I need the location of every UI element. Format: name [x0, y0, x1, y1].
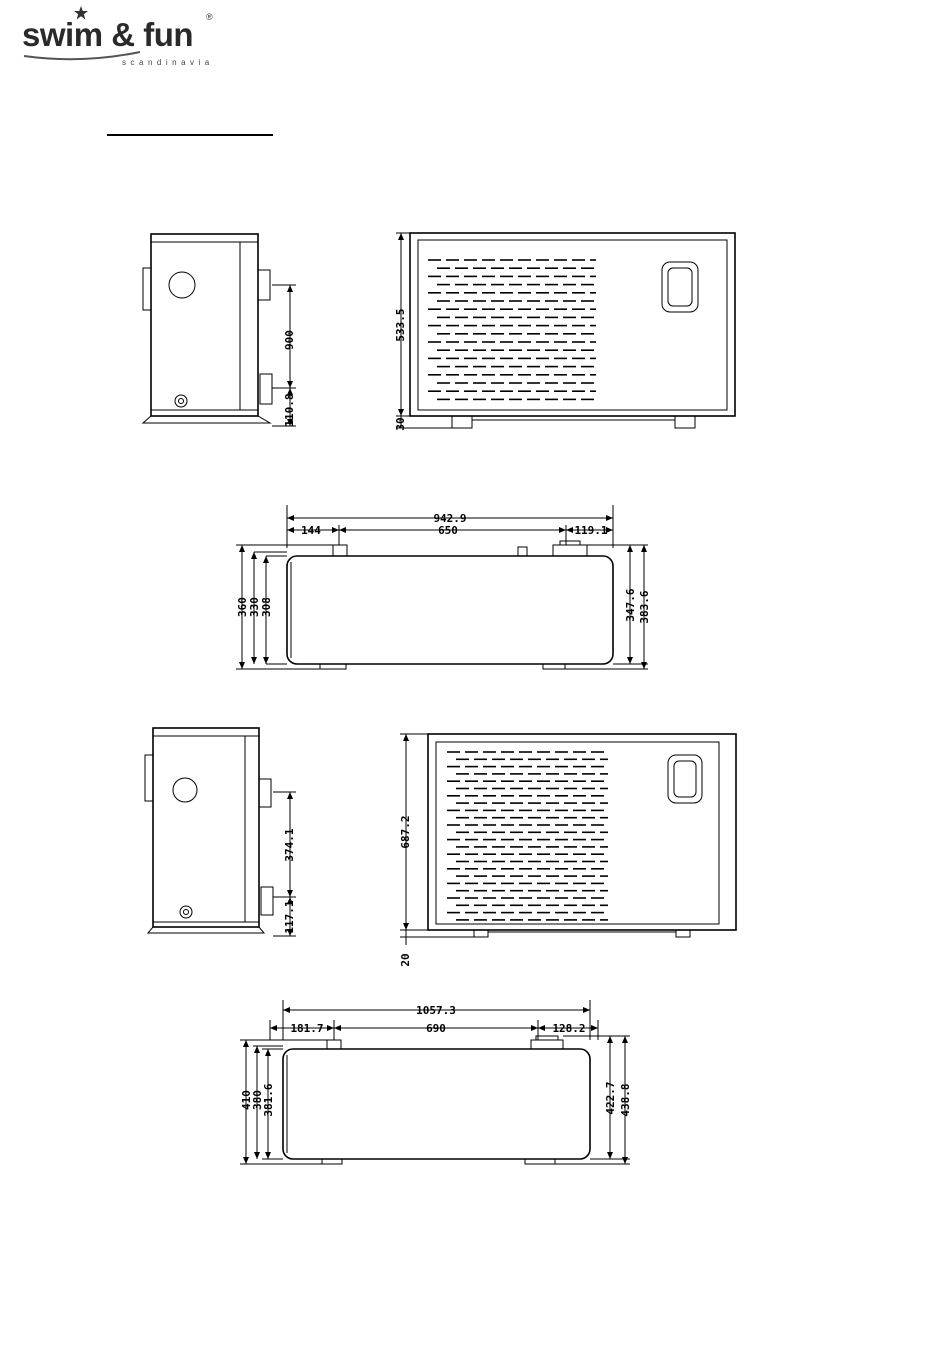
view2-top-dim-total-width: 1057.3 — [416, 1004, 456, 1017]
view1-top-dim-left-inner: 308 — [260, 597, 273, 617]
view2-top-outline — [283, 1036, 590, 1164]
view1-side-dim-offset: 110.8 — [283, 393, 296, 427]
view2-front-dim-height: 687.2 — [399, 815, 412, 849]
brand-tagline: scandinavia — [122, 58, 214, 67]
view1-top-dim-center: 650 — [438, 524, 458, 537]
view2-top-dim-left-outer: 410 — [240, 1090, 253, 1110]
view1-top-dim-left-outer: 360 — [236, 597, 249, 617]
view2-top-dim-left-inner: 381.6 — [262, 1083, 275, 1117]
view2-top-dim-right-inner: 422.7 — [604, 1081, 617, 1115]
view2-front-dim-base: 20 — [399, 953, 412, 967]
view1-top-dim-right-inner: 347.6 — [624, 588, 637, 622]
view2-top-dim-center: 690 — [426, 1022, 446, 1035]
view1-side-dim-height: 900 — [283, 330, 296, 350]
view1-top-dim-total-width: 942.9 — [433, 512, 467, 525]
view2-top-dim-left-mid: 380 — [251, 1090, 264, 1110]
view1-top-dim-right-outer: 383.6 — [638, 590, 651, 624]
view2-top-dim-right: 128.2 — [552, 1022, 586, 1035]
view1-front-dim-base: 30 — [394, 417, 407, 431]
view2-top-dim-left: 181.7 — [290, 1022, 324, 1035]
view1-front-dim-height: 533.5 — [394, 308, 407, 342]
view1-top-outline — [287, 541, 613, 669]
view1-top-dim-left-mid: 330 — [248, 597, 261, 617]
registered-mark: ® — [206, 12, 213, 22]
view2-front-outline — [428, 734, 736, 937]
view2-side-dim-height: 374.1 — [283, 828, 296, 862]
view1-top-dim-right: 119.1 — [574, 524, 608, 537]
view2-side-dim-offset: 117.1 — [283, 900, 296, 934]
view2-top-dim-right-outer: 438.8 — [619, 1083, 632, 1117]
view2-side-outline — [145, 728, 273, 933]
view1-top-dim-left: 144 — [301, 524, 321, 537]
brand-name: swim & fun — [22, 16, 194, 53]
view1-front-grille — [428, 260, 596, 399]
view2-front-grille — [447, 752, 608, 920]
view1-side-outline — [143, 234, 272, 423]
